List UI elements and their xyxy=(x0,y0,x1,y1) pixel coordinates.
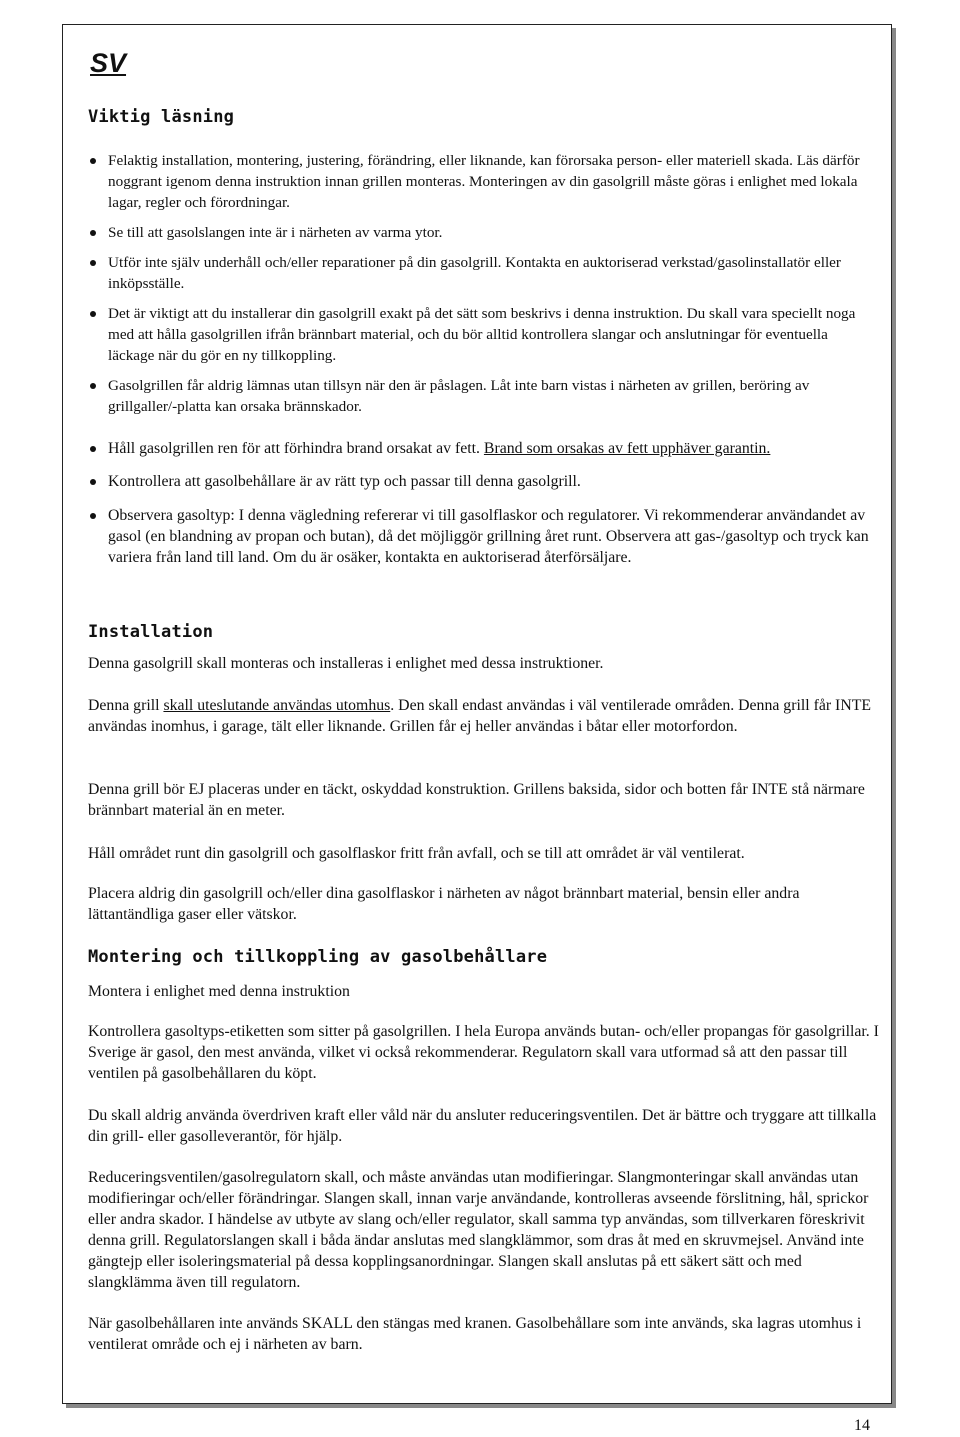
language-code: SV xyxy=(90,48,127,78)
list-item-text: Observera gasoltyp: I denna vägledning refererar vi till gasolflaskor och regulatorer. Vi rekommenderar användandet av gasol (en blandning av propan och butan), då det möjliggör grillning året runt. Observera att gas-/gasoltyp och tryck kan variera från land till land. Om du är osäker, kontakta en auktoriserad återförsäljare. xyxy=(108,507,869,566)
montering-paragraph: Kontrollera gasoltyps-etiketten som sitter på gasolgrillen. I hela Europa används butan- och/eller propangas för gasolgrillar. I Sverige är gasol, den mest använda, vilket vi också rekommenderar. Regulatorn skall vara utformad så att den passar till ventilen på gasolbehållaren du köpt. xyxy=(88,1023,879,1082)
list-item-text: Se till att gasolslangen inte är i närheten av varma ytor. xyxy=(108,224,443,241)
montering-paragraph: Du skall aldrig använda överdriven kraft eller våld när du ansluter reduceringsventilen. Det är bättre och tryggare att tillkalla din grill- eller gasolleverantör, för hjälp. xyxy=(88,1107,877,1145)
installation-paragraph: Placera aldrig din gasolgrill och/eller dina gasolflaskor i närheten av något brännbart material, bensin eller andra lättantändliga gaser eller vätskor. xyxy=(88,885,800,923)
list-item-text: Kontrollera att gasolbehållare är av rätt typ och passar till denna gasolgrill. xyxy=(108,473,581,490)
montering-paragraph: Montera i enlighet med denna instruktion xyxy=(88,983,350,1000)
paragraph-text: . Den skall endast användas i väl ventilerade områden. Denna grill får INTE användas inomhus, i garage, tält eller liknande. Grillen får ej heller användas i båtar eller motorfordon. xyxy=(88,697,872,735)
installation-paragraph: Håll området runt din gasolgrill och gasolflaskor fritt från avfall, och se till att området är väl ventilerat. xyxy=(88,845,745,862)
list-item-text: Utför inte själv underhåll och/eller reparationer på din gasolgrill. Kontakta en auktoriserad verkstad/gasolinstallatör eller inköpsställe. xyxy=(108,254,841,292)
list-item xyxy=(88,150,878,213)
outdoor-only-text: skall uteslutande användas utomhus xyxy=(163,697,391,714)
list-item xyxy=(88,438,878,459)
warning-list-continued xyxy=(88,438,878,568)
bullet-dot-icon xyxy=(90,158,96,164)
montering-paragraph: När gasolbehållaren inte används SKALL den stängas med kranen. Gasolbehållare som inte används, ska lagras utomhus i ventilerat område och ej i närheten av barn. xyxy=(88,1315,862,1353)
bullet-dot-icon xyxy=(90,311,96,317)
list-item xyxy=(88,505,878,568)
heading-montering: Montering och tillkoppling av gasolbehållare xyxy=(88,947,548,967)
bullet-dot-icon xyxy=(90,479,96,485)
bullet-dot-icon xyxy=(90,230,96,236)
list-item-text: Håll gasolgrillen ren för att förhindra brand orsakat av fett. xyxy=(108,440,480,457)
installation-paragraph xyxy=(88,695,888,737)
list-item-text: Det är viktigt att du installerar din gasolgrill exakt på det sätt som beskrivs i denna instruktion. Du skall vara speciellt noga med att hålla gasolgrillen ifrån brännbart material, och du bör alltid kontrollera slangar och anslutningar för eventuella läckage när du gör en ny tillkoppling. xyxy=(108,305,856,364)
warranty-warning-text: Brand som orsakas av fett upphäver garantin. xyxy=(483,440,771,457)
installation-paragraph: Denna gasolgrill skall monteras och installeras i enlighet med dessa instruktioner. xyxy=(88,655,604,672)
bullet-dot-icon xyxy=(90,446,96,452)
installation-paragraph: Denna grill bör EJ placeras under en täckt, oskyddad konstruktion. Grillens baksida, sidor och botten får INTE stå närmare brännbart material än en meter. xyxy=(88,781,865,819)
bullet-dot-icon xyxy=(90,260,96,266)
list-item xyxy=(88,375,878,417)
list-item xyxy=(88,252,878,294)
list-item xyxy=(88,303,878,366)
heading-viktig-lasning: Viktig läsning xyxy=(88,107,235,127)
page-number: 14 xyxy=(854,1417,870,1434)
list-item xyxy=(88,471,878,492)
bullet-dot-icon xyxy=(90,513,96,519)
list-item-text: Felaktig installation, montering, justering, förändring, eller liknande, kan förorsaka person- eller materiell skada. Läs därför noggrant igenom denna instruktion innan grillen monteras. Monteringen av din gasolgrill måste göras i enlighet med lokala lagar, regler och förordningar. xyxy=(108,152,860,211)
montering-paragraph: Reduceringsventilen/gasolregulatorn skall, och måste användas utan modifieringar. Slangmonteringar skall användas utan modifieringar och/eller förändringar. Slangen skall, innan varje användande, kontrolleras avseende förslitning, hål, sprickor eller andra skador. I händelse av utbyte av slang och/eller regulator, skall samma typ användas, som tillverkaren föreskrivit denna grill. Regulatorslangen skall i båda ändar anslutas med slangklämmor, som dras åt med en skruvmejsel. Använd inte gängtejp eller isoleringsmaterial på dessa kopplingsanordningar. Slangen skall anslutas på ett säkert sätt och med slangklämma även till regulatorn. xyxy=(88,1169,869,1291)
heading-installation: Installation xyxy=(88,622,214,642)
paragraph-text: Denna grill xyxy=(88,697,164,714)
warning-list xyxy=(88,150,878,426)
bullet-dot-icon xyxy=(90,383,96,389)
list-item xyxy=(88,222,878,243)
list-item-text: Gasolgrillen får aldrig lämnas utan tillsyn när den är påslagen. Låt inte barn vistas i närheten av grillen, beröring av grillgaller/-platta kan orsaka brännskador. xyxy=(108,377,810,415)
